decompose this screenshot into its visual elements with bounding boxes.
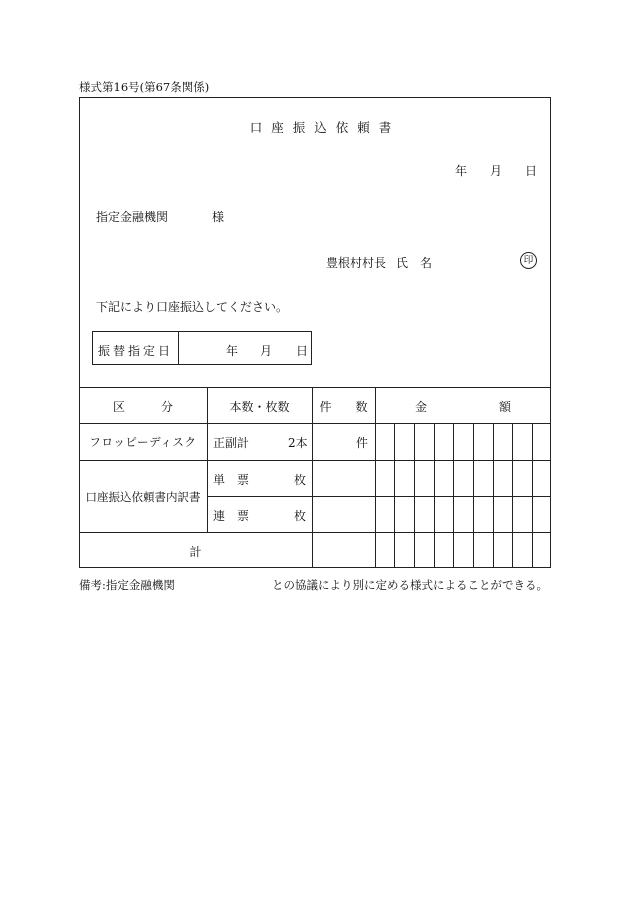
header-amount: 金 額 xyxy=(414,400,511,414)
request-text: 下記により口座振込してください。 xyxy=(96,300,289,314)
amount-digit-line xyxy=(453,423,454,568)
date-month-label: 月 xyxy=(490,164,503,178)
amount-digit-line xyxy=(493,423,494,568)
total-label: 計 xyxy=(189,545,202,559)
single-slip-unit: 枚 xyxy=(294,473,307,487)
transfer-date-month: 月 xyxy=(260,344,273,358)
table-row-line xyxy=(79,532,551,533)
amount-digit-line xyxy=(473,423,474,568)
single-slip-label: 単 票 xyxy=(213,473,250,487)
header-category: 区 分 xyxy=(112,400,173,414)
table-row-line xyxy=(79,460,551,461)
floppy-copies-label: 正副計 xyxy=(213,436,250,450)
continuous-slip-label: 連 票 xyxy=(213,509,250,523)
recipient-honorific: 様 xyxy=(212,210,225,224)
table-header-line xyxy=(79,423,551,424)
continuous-slip-unit: 枚 xyxy=(294,509,307,523)
sender-name-label: 氏 名 xyxy=(396,256,433,270)
sender-org: 豊根村村長 xyxy=(326,256,387,270)
form-title: 口座振込依頼書 xyxy=(249,120,401,135)
transfer-date-divider xyxy=(178,331,179,365)
recipient-bank: 指定金融機関 xyxy=(96,210,169,224)
table-row-line xyxy=(207,496,551,497)
floppy-count: 2本 xyxy=(288,436,308,450)
transfer-date-year: 年 xyxy=(226,344,239,358)
transfer-date-label: 振替指定日 xyxy=(98,344,174,358)
header-items: 件 数 xyxy=(319,400,368,414)
amount-digit-line xyxy=(434,423,435,568)
note-suffix: との協議により別に定める様式によることができる。 xyxy=(272,578,548,592)
amount-digit-line xyxy=(394,423,395,568)
date-day-label: 日 xyxy=(525,164,538,178)
breakdown-label: 口座振込依頼書内訳書 xyxy=(85,490,201,504)
table-top-line xyxy=(79,387,551,388)
amount-digit-line xyxy=(414,423,415,568)
header-count: 本数・枚数 xyxy=(229,400,290,414)
seal-icon: 印 xyxy=(520,252,537,269)
amount-digit-line xyxy=(512,423,513,568)
transfer-date-day: 日 xyxy=(296,344,309,358)
amount-digit-line xyxy=(532,423,533,568)
note-prefix: 備考:指定金融機関 xyxy=(79,578,175,592)
floppy-items-unit: 件 xyxy=(356,436,369,450)
date-year-label: 年 xyxy=(455,164,468,178)
form-number-label: 様式第16号(第67条関係) xyxy=(79,80,210,94)
floppy-label: フロッピーディスク xyxy=(89,435,197,449)
